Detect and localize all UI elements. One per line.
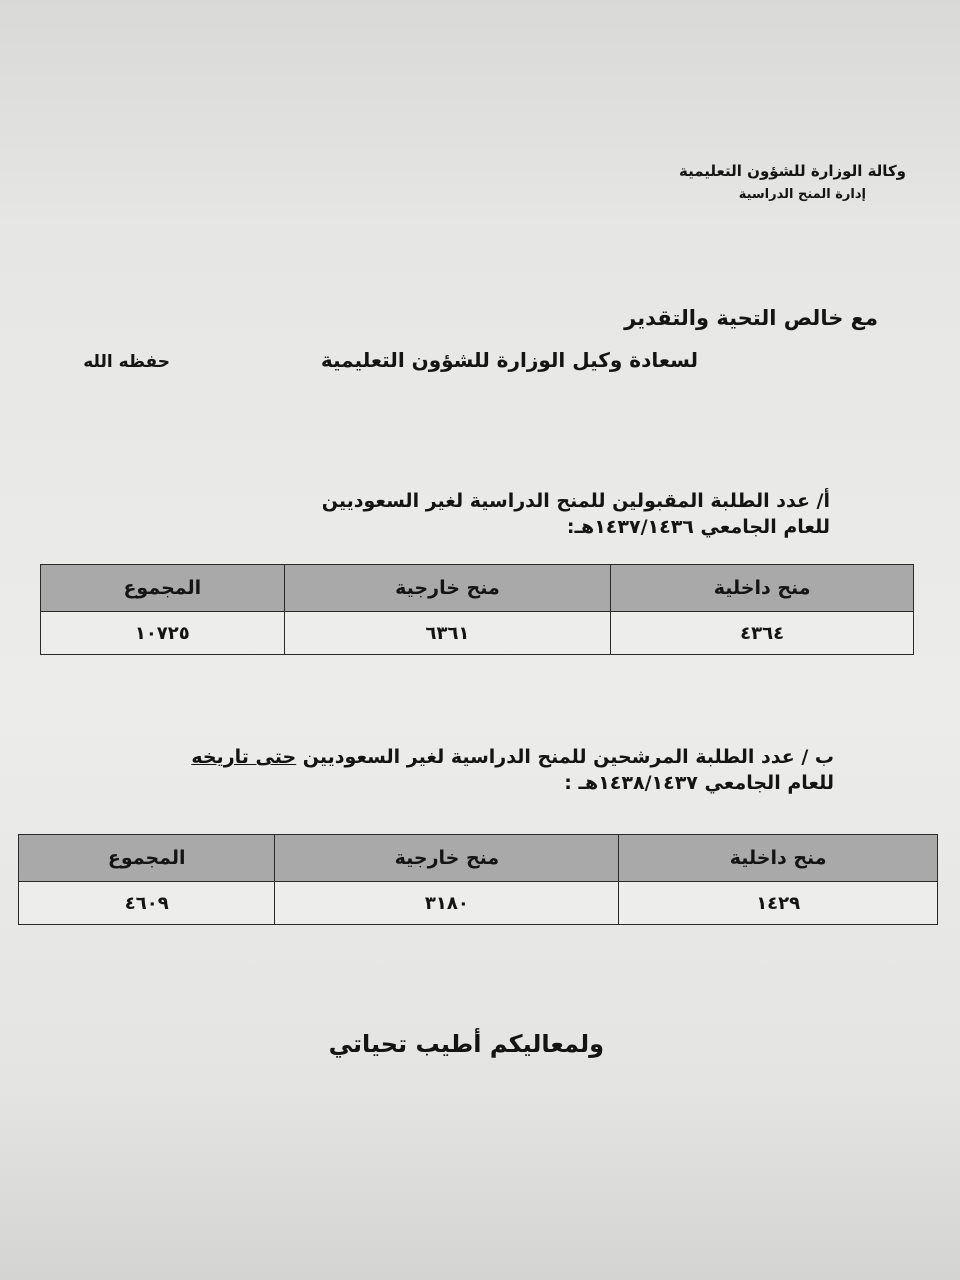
value-cell-total: ٤٦٠٩ [19,882,275,925]
honorific-text: حفظه الله [83,352,170,372]
section-b-title [191,744,834,796]
nominated-students-table [18,834,938,925]
accepted-students-table [40,564,914,655]
addressee-line: لسعادة وكيل الوزارة للشؤون التعليمية [320,348,698,372]
header-cell-external: منح خارجية [275,835,619,882]
header-cell-total: المجموع [41,565,285,612]
table-header-row [41,565,914,612]
table-row [19,882,938,925]
letterhead [679,158,906,206]
value-cell-internal: ٤٣٦٤ [611,612,914,655]
value-cell-internal: ١٤٢٩ [619,882,938,925]
header-cell-internal: منح داخلية [619,835,938,882]
section-a-title-line1: أ/ عدد الطلبة المقبولين للمنح الدراسية لغير السعوديين [321,490,830,512]
department-name: إدارة المنح الدراسية [738,187,866,202]
section-b-title-line2: للعام الجامعي ١٤٣٨/١٤٣٧هـ : [564,772,834,794]
greeting-line: مع خالص التحية والتقدير [624,306,878,330]
section-b-title-text: ب / عدد الطلبة المرشحين للمنح الدراسية لغير السعوديين [296,746,834,768]
header-cell-total: المجموع [19,835,275,882]
table-row [41,612,914,655]
value-cell-external: ٦٣٦١ [284,612,611,655]
section-a-title [322,488,830,540]
value-cell-external: ٣١٨٠ [275,882,619,925]
table-header-row [19,835,938,882]
section-b-title-underlined: حتى تاريخه [191,746,297,768]
section-b-title-line1 [191,744,834,770]
closing-line: ولمعاليكم أطيب تحياتي [328,1030,604,1058]
value-cell-total: ١٠٧٢٥ [41,612,285,655]
agency-name: وكالة الوزارة للشؤون التعليمية [679,162,906,180]
header-cell-external: منح خارجية [284,565,611,612]
section-a-title-line2: للعام الجامعي ١٤٣٧/١٤٣٦هـ: [566,516,830,538]
header-cell-internal: منح داخلية [611,565,914,612]
